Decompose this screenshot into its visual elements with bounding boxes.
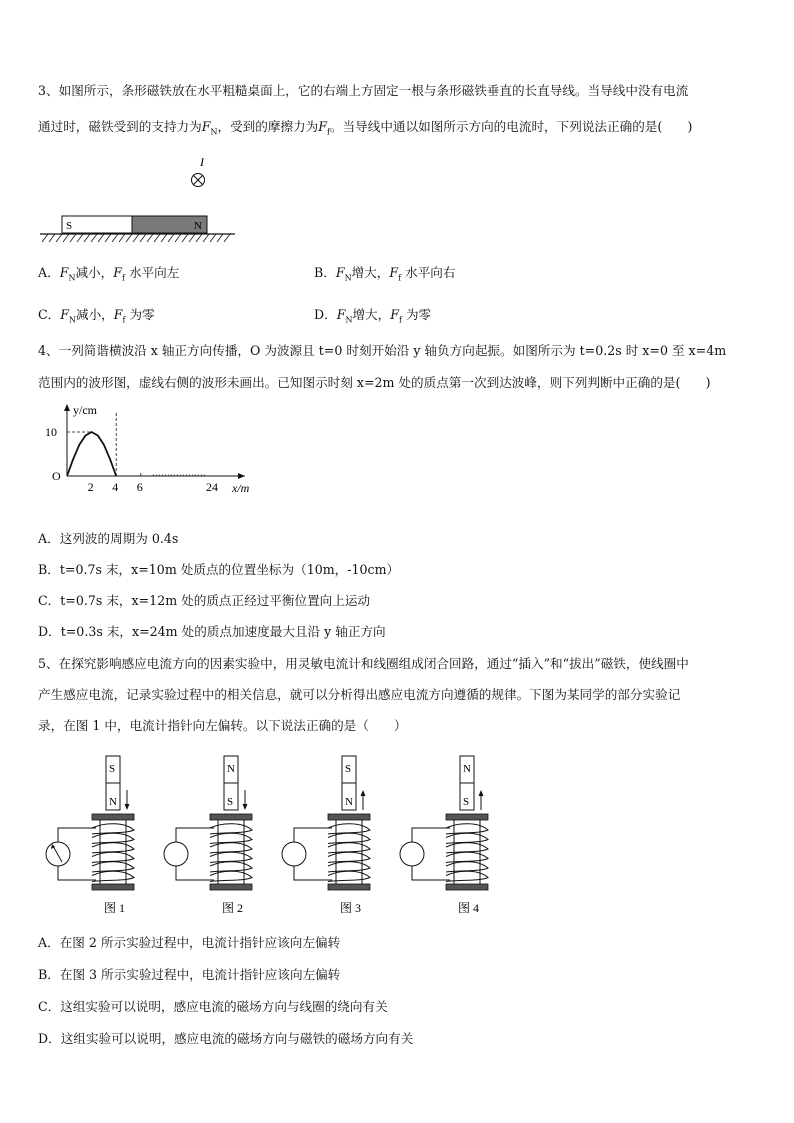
hatch-mark [98, 234, 104, 242]
hatch-mark [217, 234, 223, 242]
hatch-mark [147, 234, 153, 242]
circuit-wire-bottom [58, 866, 96, 880]
q3-option-d[interactable]: D．$F_N$增大，$F_f$ 为零 [314, 307, 432, 325]
hatch-mark [133, 234, 139, 242]
circuit-wire-bottom [412, 866, 450, 880]
hatch-mark [161, 234, 167, 242]
coil-winding [328, 824, 370, 834]
coil-winding [92, 833, 134, 843]
q5-stem-line2: 产生感应电流，记录实验过程中的相关信息，就可以分析得出感应电流方向遵循的规律。下图为某同学的部分实验记 [38, 687, 681, 702]
hatch-mark [84, 234, 90, 242]
q4-option-c[interactable]: C．t=0.7s 末，x=12m 处的质点正经过平衡位置向上运动 [38, 593, 371, 608]
down-arrow-icon [125, 804, 130, 810]
q3-option-a[interactable]: A．$F_N$减小，$F_f$ 水平向左 [38, 265, 180, 283]
q5-stem-line1: 5、在探究影响感应电流方向的因素实验中，用灵敏电流计和线圈组成闭合回路，通过“插入”和“拔出”磁铁，使线圈中 [38, 656, 689, 671]
coil-winding [210, 843, 252, 853]
table-hatching [42, 234, 230, 242]
x-tick-label: 24 [206, 480, 218, 494]
up-arrow-icon [479, 790, 484, 796]
coil-winding [446, 852, 488, 862]
q5-coil-figures [30, 750, 530, 920]
coil-winding [210, 852, 252, 862]
origin-label: O [52, 469, 61, 483]
hatch-mark [105, 234, 111, 242]
q4-option-d[interactable]: D．t=0.3s 末，x=24m 处的质点加速度最大且沿 y 轴正方向 [38, 624, 386, 639]
coil-bottom-plate [328, 884, 370, 890]
coil-winding [446, 862, 488, 872]
coil-winding [328, 852, 370, 862]
coil-winding [92, 871, 134, 881]
coil-top-plate [446, 814, 488, 820]
x-tick-label: 2 [87, 480, 94, 494]
coil-figure-2 [164, 756, 252, 915]
magnet-top-pole: N [463, 763, 471, 775]
coil-winding [328, 871, 370, 881]
x-axis-label: x/m [232, 481, 250, 495]
magnet-bottom-pole: S [227, 796, 234, 808]
q4-wave-chart [40, 398, 270, 500]
coil-figure-1 [46, 756, 134, 915]
q4-stem-line2: 范围内的波形图，虚线右侧的波形未画出。已知图示时刻 x=2m 处的质点第一次到达波峰，则下列判断中正确的是( ) [38, 375, 711, 390]
coil-winding [92, 852, 134, 862]
current-into-page-icon [192, 174, 205, 187]
hatch-mark [49, 234, 55, 242]
circuit-wire-top [294, 828, 332, 842]
hatch-mark [182, 234, 188, 242]
q5-option-d[interactable]: D．这组实验可以说明，感应电流的磁场方向与磁铁的磁场方向有关 [38, 1031, 414, 1046]
magnet-bottom-pole: N [109, 796, 117, 808]
x-axis-arrow [238, 473, 245, 479]
q5-option-c[interactable]: C．这组实验可以说明，感应电流的磁场方向与线圈的绕向有关 [38, 999, 388, 1014]
coil-winding [328, 862, 370, 872]
hatch-mark [189, 234, 195, 242]
hatch-mark [63, 234, 69, 242]
coil-top-plate [328, 814, 370, 820]
q4-option-a[interactable]: A．这列波的周期为 0.4s [38, 531, 179, 546]
coil-winding [210, 833, 252, 843]
hatch-mark [112, 234, 118, 242]
coil-winding [92, 843, 134, 853]
x-tick-label: 6 [136, 480, 143, 494]
hatch-mark [77, 234, 83, 242]
coil-winding [328, 833, 370, 843]
coil-winding [446, 843, 488, 853]
magnet-top-pole: N [227, 763, 235, 775]
y-tick-label: 10 [45, 425, 57, 439]
coil-winding [446, 871, 488, 881]
y-axis-label: y/cm [73, 403, 97, 417]
coil-winding [446, 824, 488, 834]
wave-series-line [67, 432, 116, 476]
q3-option-c[interactable]: C．$F_N$减小，$F_f$ 为零 [38, 307, 155, 325]
magnet-top-pole: S [109, 763, 116, 775]
coil-figure-3 [282, 756, 370, 915]
q3-magnet-figure [30, 152, 250, 247]
coil-winding [210, 871, 252, 881]
magnet-bottom-pole: N [345, 796, 353, 808]
q4-option-b[interactable]: B．t=0.7s 末，x=10m 处质点的位置坐标为（10m，-10cm） [38, 562, 400, 577]
hatch-mark [196, 234, 202, 242]
q4-stem-line1: 4、一列简谐横波沿 x 轴正方向传播，O 为波源且 t=0 时刻开始沿 y 轴负方向起振。如图所示为 t=0.2s 时 x=0 至 x=4m [38, 343, 727, 358]
coil-winding [210, 824, 252, 834]
x-tick-label: 4 [112, 480, 119, 494]
hatch-mark [56, 234, 62, 242]
circuit-wire-top [176, 828, 214, 842]
figure-caption: 图 3 [340, 901, 362, 915]
coil-top-plate [210, 814, 252, 820]
coil-winding [328, 843, 370, 853]
hatch-mark [126, 234, 132, 242]
coil-winding [92, 862, 134, 872]
y-axis-arrow [64, 404, 70, 411]
q3-stem-line2: 通过时，磁铁受到的支持力为$F_N$，受到的摩擦力为$F_f$。当导线中通以如图所示方向的电流时，下列说法正确的是( ) [38, 119, 693, 137]
q3-option-b[interactable]: B．$F_N$增大，$F_f$ 水平向右 [314, 265, 456, 283]
hatch-mark [168, 234, 174, 242]
hatch-mark [119, 234, 125, 242]
coil-bottom-plate [92, 884, 134, 890]
q5-option-b[interactable]: B．在图 3 所示实验过程中，电流计指针应该向左偏转 [38, 967, 341, 982]
hatch-mark [91, 234, 97, 242]
q5-stem-line3: 录，在图 1 中，电流计指针向左偏转。以下说法正确的是（ ） [38, 718, 407, 733]
south-pole-label: S [66, 220, 73, 232]
q3-stem-line1: 3、如图所示，条形磁铁放在水平粗糙桌面上，它的右端上方固定一根与条形磁铁垂直的长直导线。当导线中没有电流 [38, 83, 689, 98]
hatch-mark [210, 234, 216, 242]
hatch-mark [203, 234, 209, 242]
galvanometer-icon [282, 842, 306, 866]
up-arrow-icon [361, 790, 366, 796]
chart-marks [45, 413, 218, 494]
coil-bottom-plate [210, 884, 252, 890]
hatch-mark [70, 234, 76, 242]
hatch-mark [42, 234, 48, 242]
circuit-wire-bottom [176, 866, 214, 880]
hatch-mark [140, 234, 146, 242]
circuit-wire-bottom [294, 866, 332, 880]
current-label: I [200, 155, 204, 169]
magnet-south-half [62, 216, 132, 233]
circuit-wire-top [412, 828, 450, 842]
coil-winding [210, 862, 252, 872]
coil-bottom-plate [446, 884, 488, 890]
coil-winding [446, 833, 488, 843]
figure-caption: 图 2 [222, 901, 244, 915]
galvanometer-icon [400, 842, 424, 866]
galvanometer-icon [164, 842, 188, 866]
coil-top-plate [92, 814, 134, 820]
figure-caption: 图 4 [458, 901, 480, 915]
magnet-top-pole: S [345, 763, 352, 775]
chart-axes [52, 403, 250, 495]
coil-winding [92, 824, 134, 834]
q5-option-a[interactable]: A．在图 2 所示实验过程中，电流计指针应该向左偏转 [38, 935, 341, 950]
coil-figure-4 [400, 756, 488, 915]
hatch-mark [224, 234, 230, 242]
figure-caption: 图 1 [104, 901, 126, 915]
magnet-bottom-pole: S [463, 796, 470, 808]
down-arrow-icon [243, 804, 248, 810]
hatch-mark [154, 234, 160, 242]
circuit-wire-top [58, 828, 96, 842]
hatch-mark [175, 234, 181, 242]
north-pole-label: N [194, 220, 202, 232]
